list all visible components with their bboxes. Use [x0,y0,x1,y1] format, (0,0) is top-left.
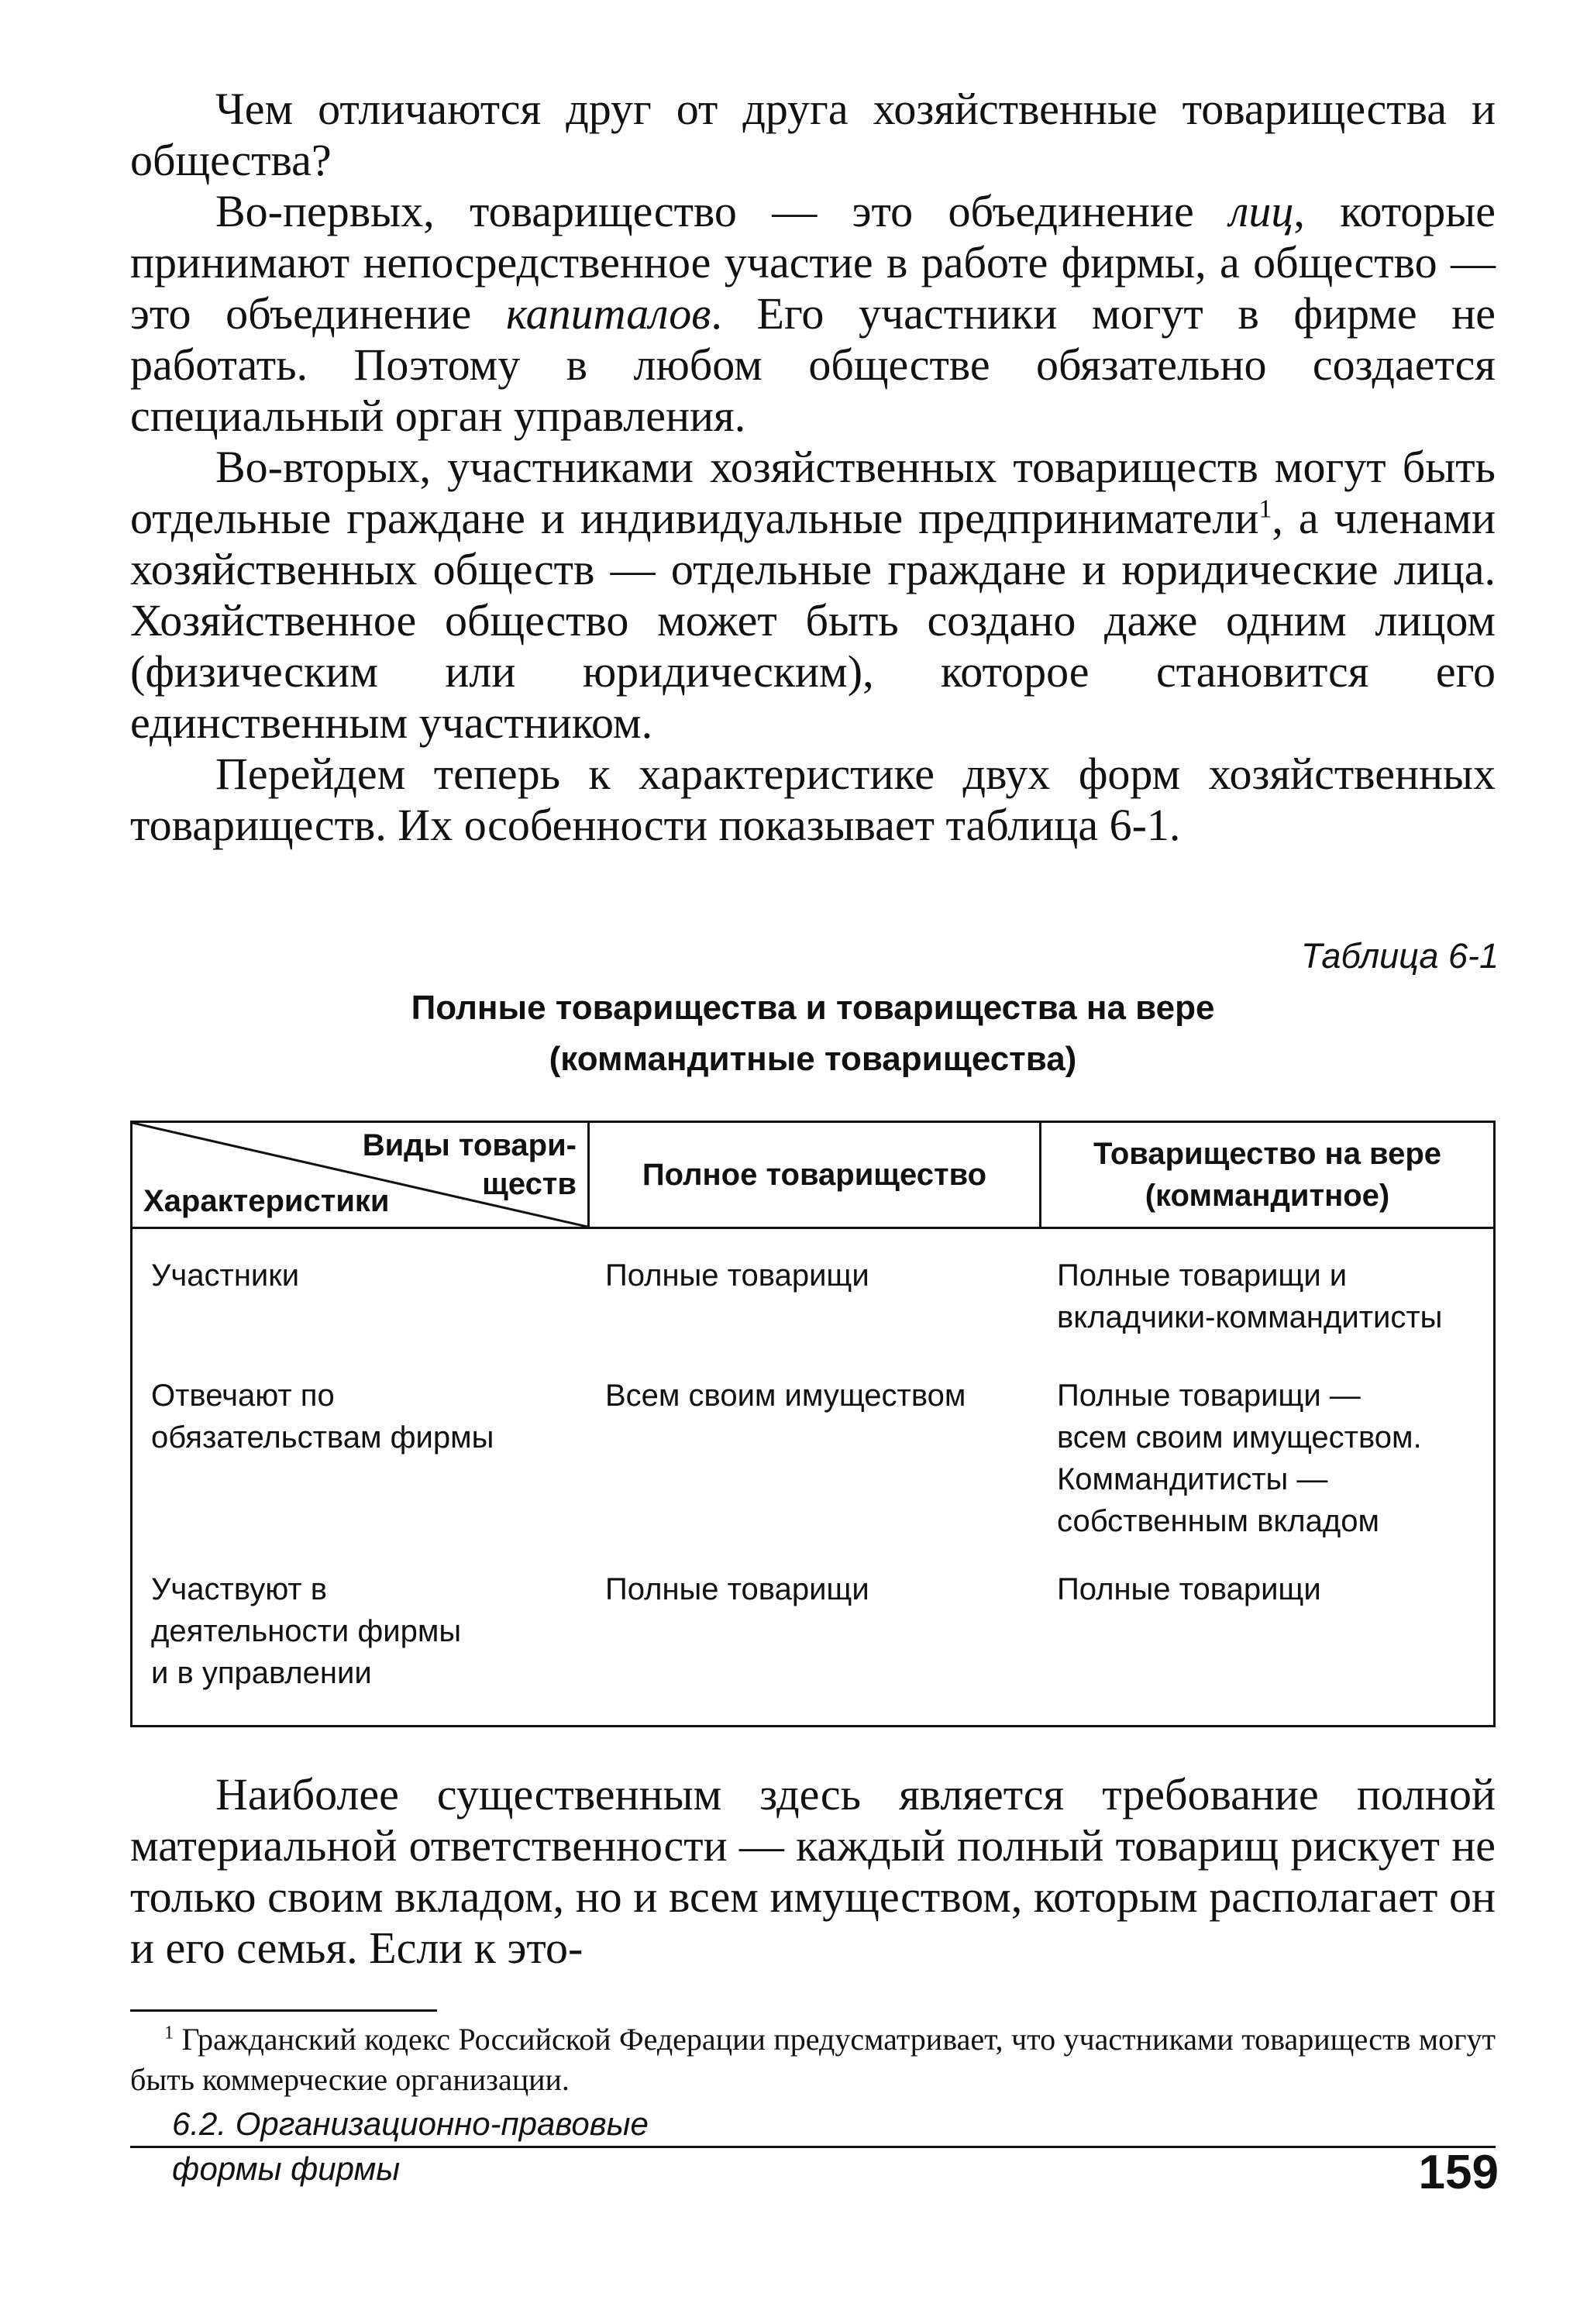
footer-divider [130,2146,1496,2148]
header-kinds [363,1126,577,1203]
header-characteristics: Характеристики [143,1184,390,1218]
cell-line: Полные товарищи и [1057,1258,1348,1293]
table-title [130,983,1496,1085]
cell-limited [1057,1568,1491,1610]
cell-full [605,1568,1039,1610]
intro-text [130,84,1496,851]
comparison-table [130,1121,1496,1727]
cell-line: деятельности фирмы [151,1614,462,1648]
cell-line: Полные товарищи — [1057,1379,1361,1413]
text-run: Во-первых, товарищество — это объединение [215,186,1230,236]
cell-line: Участвуют в [151,1572,327,1606]
cell-characteristic [151,1255,570,1296]
header-limited-line: Товарищество на вере [1093,1137,1442,1171]
paragraph-second-difference [130,442,1496,749]
cell-line: вкладчики-коммандитисты [1057,1300,1443,1334]
footnote-marker: 1 [164,2023,174,2043]
cell-line: Коммандитисты — [1057,1462,1328,1496]
header-full-partnership: Полное товарищество [590,1123,1041,1227]
cell-line: собственным вкладом [1057,1504,1379,1538]
footer-section-line: формы фирмы [172,2150,401,2187]
cell-line: Участники [151,1258,300,1293]
header-limited-line: (коммандитное) [1145,1179,1390,1213]
cell-characteristic [151,1375,570,1458]
header-kinds-line: ществ [482,1167,577,1201]
cell-line: Отвечают по [151,1379,335,1413]
header-limited-partnership [1041,1123,1493,1227]
cell-full [605,1255,1039,1296]
header-kinds-line: Виды товари- [362,1128,577,1162]
cell-line: Полные товарищи [1057,1572,1321,1606]
cell-line: Полные товарищи [605,1258,869,1293]
text-run: , а членами хозяйственных обществ — отдельные граждане и юридические лица. Хозяйственное общество может быть создано даже одним лицом (физическим или юридическим), которое становится его единственным участником. [130,493,1496,748]
cell-limited [1057,1375,1491,1542]
footnote [130,2019,1496,2100]
paragraph-table-intro: Перейдем теперь к характеристике двух форм хозяйственных товариществ. Их особенности показывает таблица 6-1. [130,749,1496,850]
cell-limited [1057,1255,1491,1338]
table-header [133,1123,1493,1229]
paragraph-first-difference [130,186,1496,442]
footnote-divider [130,2009,437,2012]
cell-line: и в управлении [151,1656,372,1690]
cell-line: всем своим имуществом. [1057,1420,1422,1455]
footer-section-line: 6.2. Организационно-правовые [172,2105,649,2142]
page-number: 159 [1418,2146,1499,2199]
footnote-reference[interactable]: 1 [1258,494,1272,524]
paragraph-liability: Наиболее существенным здесь является требование полной материальной ответственности — каждый полный товарищ рискует не только своим вкладом, но и всем имуществом, которым располагает он и его семья. Если к это- [130,1769,1496,1973]
paragraph-question: Чем отличаются друг от друга хозяйственные товарищества и общества? [130,84,1496,185]
cell-line: обязательствам фирмы [151,1420,494,1455]
header-diagonal-cell [133,1123,590,1227]
closing-text [130,1769,1496,1974]
text-run: , которые принимают непосредственное участие в работе фирмы, а общество — это объединение [130,186,1496,339]
table-title-line: Полные товарищества и товарищества на вере [411,989,1215,1027]
cell-line: Всем своим имуществом [605,1379,966,1413]
cell-full [605,1375,1039,1417]
cell-characteristic [151,1568,570,1694]
footnote-text: Гражданский кодекс Российской Федерации предусматривает, что участниками товариществ могут быть коммерческие организации. [130,2022,1496,2097]
emphasis-persons: лиц [1229,186,1294,236]
text-run: . Его участники могут в фирме не работать. Поэтому в любом обществе обязательно создается специальный орган управления. [130,288,1496,441]
table-label: Таблица 6-1 [1300,936,1499,976]
emphasis-capitals: капиталов [505,288,711,339]
cell-line: Полные товарищи [605,1572,869,1606]
text-run: Во-вторых, участниками хозяйственных товариществ могут быть отдельные граждане и индивидуальные предприниматели [130,442,1496,543]
table-title-line: (коммандитные товарищества) [549,1040,1077,1078]
